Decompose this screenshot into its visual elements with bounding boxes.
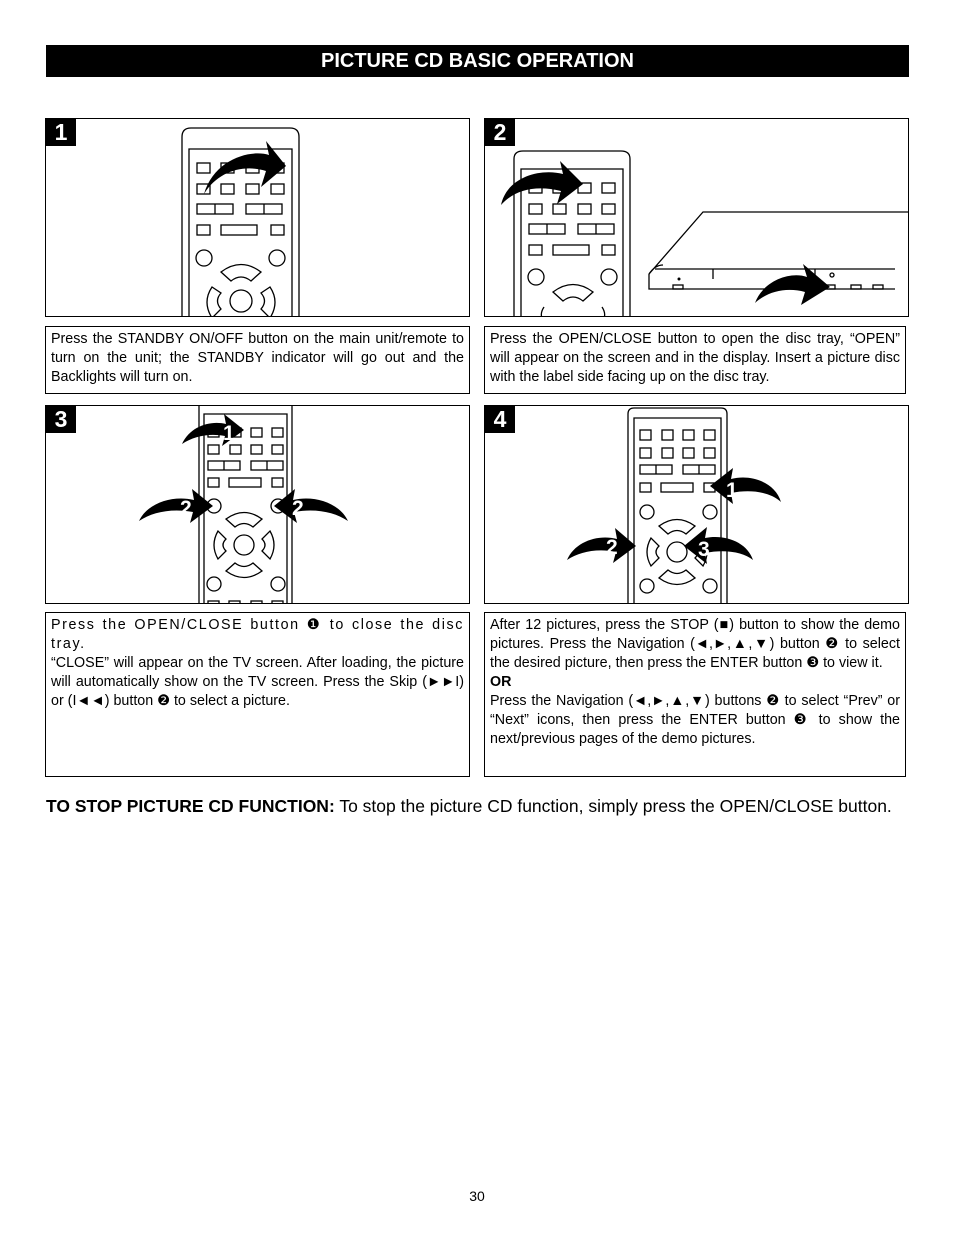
arrow-icon [182, 414, 244, 446]
step-1-illustration [45, 118, 470, 317]
arrow-icon [139, 489, 213, 523]
page-title: PICTURE CD BASIC OPERATION [46, 45, 909, 77]
step-3-number: 3 [46, 406, 76, 433]
step-2-number: 2 [485, 119, 515, 146]
step-2-instructions [484, 326, 906, 394]
arrow-icon [274, 489, 348, 523]
step-2-illustration [484, 118, 909, 317]
step-1-instructions [45, 326, 470, 394]
step-3-text-a: Press the OPEN/CLOSE button ❶ to close the disc tray. [51, 617, 464, 652]
arrow-icon [684, 527, 753, 564]
arrow-icon [567, 528, 636, 563]
remote-control-illustration [485, 406, 909, 604]
callout-1: 1 [726, 479, 738, 502]
stop-note-label: TO STOP PICTURE CD FUNCTION: [46, 796, 335, 816]
callout-3: 3 [698, 538, 710, 561]
step-4-text-b: Press the Navigation (◄,►,▲,▼) buttons ❷ to select “Prev” or “Next” icons, then press the ENTER button ❸ to show the next/previous pages of the demo pictures. [490, 693, 900, 747]
step-4-number: 4 [485, 406, 515, 433]
step-1-text: Press the STANDBY ON/OFF button on the main unit/remote to turn on the unit; the STANDBY indicator will go out and the Backlights will turn on. [51, 331, 464, 385]
step-3-illustration [45, 405, 470, 604]
callout-2: 2 [606, 536, 618, 559]
step-1-number: 1 [46, 119, 76, 146]
step-4-instructions [484, 612, 906, 777]
step-3-instructions [45, 612, 470, 777]
stop-note-text: To stop the picture CD function, simply press the OPEN/CLOSE button. [334, 796, 892, 816]
step-4-text-a: After 12 pictures, press the STOP (■) button to show the demo pictures. Press the Navigation (◄,►,▲,▼) button ❷ to select the desired picture, then press the ENTER button ❸ to view it. [490, 617, 900, 671]
callout-2-right: 2 [292, 497, 304, 520]
page-number: 30 [469, 1188, 485, 1204]
arrow-icon [755, 264, 830, 305]
step-4-or-label: OR [490, 674, 512, 690]
arrow-icon [501, 161, 583, 205]
step-2-text: Press the OPEN/CLOSE button to open the disc tray, “OPEN” will appear on the screen and in the display. Insert a picture disc with the label side facing up on the disc tray. [490, 331, 900, 385]
remote-and-player-illustration [485, 119, 909, 317]
remote-control-illustration [46, 406, 470, 604]
callout-1: 1 [223, 422, 235, 445]
stop-picture-cd-note [46, 795, 906, 818]
step-3-text-b: “CLOSE” will appear on the TV screen. After loading, the picture will automatically show on the TV screen. Press the Skip (►►I) or (I◄◄) button ❷ to select a picture. [51, 655, 464, 709]
remote-control-illustration [46, 119, 470, 317]
step-4-illustration [484, 405, 909, 604]
callout-2-left: 2 [180, 497, 192, 520]
